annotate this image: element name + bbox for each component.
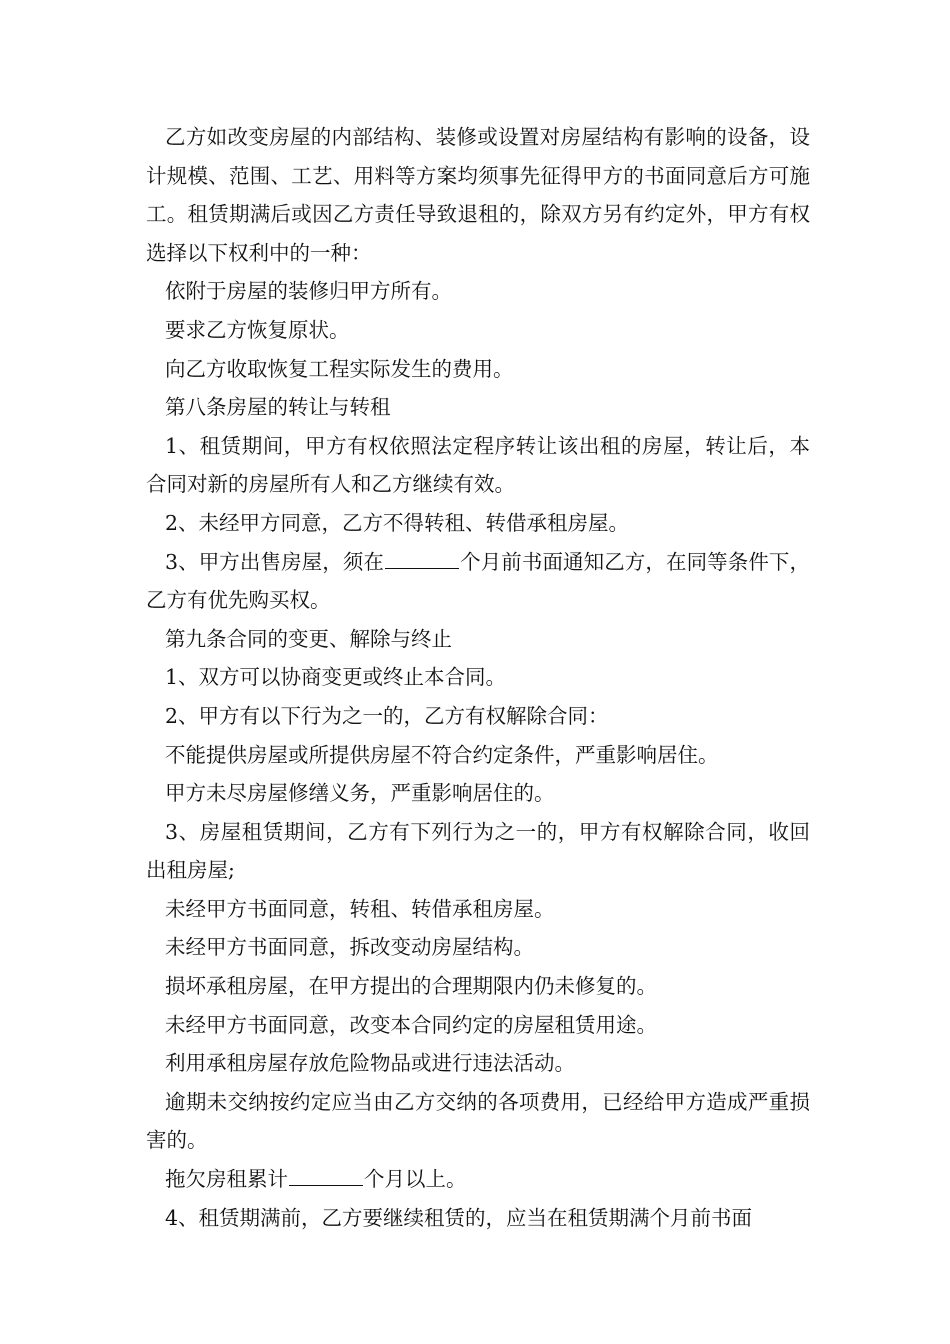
paragraph: 未经甲方书面同意，拆改变动房屋结构。 [165, 935, 534, 960]
paragraph: 2、未经甲方同意，乙方不得转租、转借承租房屋。 [165, 510, 630, 535]
paragraph: 4、租赁期满前，乙方要继续租赁的，应当在租赁期满个月前书面 [165, 1205, 753, 1230]
paragraph: 损坏承租房屋，在甲方提出的合理期限内仍未修复的。 [165, 974, 657, 999]
paragraph: 2、甲方有以下行为之一的，乙方有权解除合同： [165, 703, 609, 728]
paragraph: 利用承租房屋存放危险物品或进行违法活动。 [165, 1051, 575, 1076]
paragraph: 向乙方收取恢复工程实际发生的费用。 [165, 356, 514, 381]
paragraph-text: 拖欠房租累计 [165, 1167, 288, 1192]
paragraph: 1、双方可以协商变更或终止本合同。 [165, 665, 507, 690]
paragraph-with-blank [146, 543, 810, 620]
paragraph: 1、租赁期间，甲方有权依照法定程序转让该出租的房屋，转让后，本合同对新的房屋所有人和乙方继续有效。 [146, 433, 810, 497]
paragraph: 不能提供房屋或所提供房屋不符合约定条件，严重影响居住。 [165, 742, 719, 767]
fill-in-blank [385, 548, 459, 568]
section-heading: 第九条合同的变更、解除与终止 [165, 626, 452, 651]
paragraph: 乙方如改变房屋的内部结构、装修或设置对房屋结构有影响的设备，设计规模、范围、工艺、用料等方案均须事先征得甲方的书面同意后方可施工。租赁期满后或因乙方责任导致退租的，除双方另有约定外，甲方有权选择以下权利中的一种： [146, 125, 810, 265]
paragraph-text: 个月以上。 [364, 1167, 467, 1192]
paragraph: 逾期未交纳按约定应当由乙方交纳的各项费用，已经给甲方造成严重损害的。 [146, 1089, 810, 1153]
paragraph-with-blank [146, 1160, 810, 1199]
document-body [146, 118, 810, 1237]
paragraph: 要求乙方恢复原状。 [165, 317, 350, 342]
section-heading: 第八条房屋的转让与转租 [165, 395, 391, 420]
paragraph: 甲方未尽房屋修缮义务，严重影响居住的。 [165, 781, 555, 806]
fill-in-blank [289, 1166, 363, 1186]
paragraph: 3、房屋租赁期间，乙方有下列行为之一的，甲方有权解除合同，收回出租房屋; [146, 819, 810, 883]
paragraph: 未经甲方书面同意，改变本合同约定的房屋租赁用途。 [165, 1012, 657, 1037]
paragraph-text: 个月前书面通知乙方，在同等条件下，乙方有优先购买权。 [146, 549, 811, 613]
paragraph: 未经甲方书面同意，转租、转借承租房屋。 [165, 896, 555, 921]
paragraph: 依附于房屋的装修归甲方所有。 [165, 279, 452, 304]
paragraph-text: 3、甲方出售房屋，须在 [165, 549, 385, 574]
